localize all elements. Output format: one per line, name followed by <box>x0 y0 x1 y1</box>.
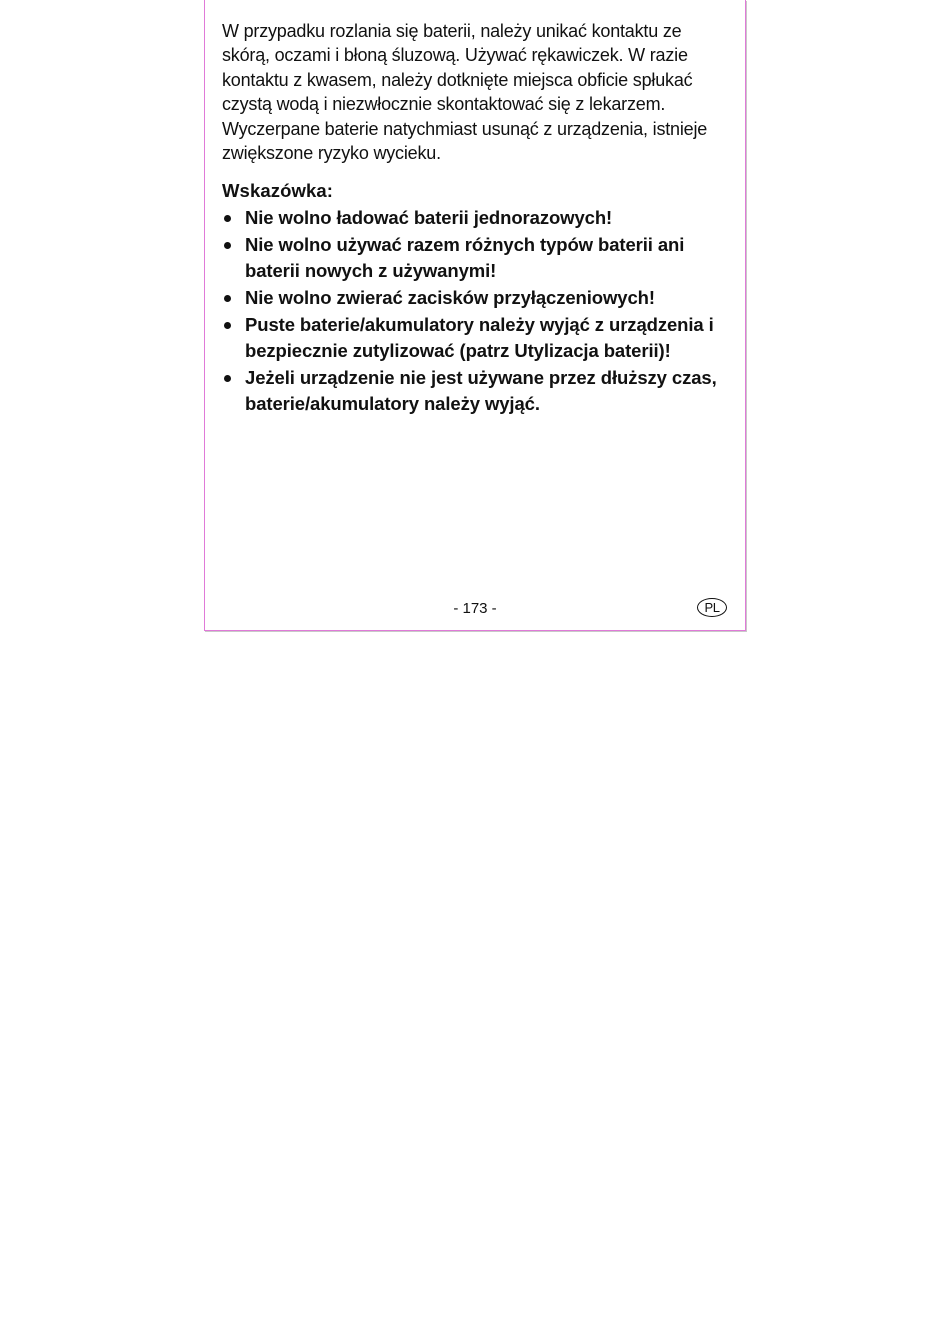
hint-heading: Wskazówka: <box>222 180 334 202</box>
hint-list-item <box>222 365 734 417</box>
hint-item-line: bezpiecznie zutylizować (patrz Utylizacja baterii)! <box>245 340 671 362</box>
page-number: - 173 - <box>453 600 497 617</box>
warning-line: kontaktu z kwasem, należy dotknięte miejsca obficie spłukać <box>222 69 693 90</box>
warning-line: W przypadku rozlania się baterii, należy unikać kontaktu ze <box>222 21 682 41</box>
hint-item-line: baterie/akumulatory należy wyjąć. <box>245 393 540 415</box>
page-content <box>222 19 734 417</box>
bullet-icon <box>224 375 231 382</box>
hint-item-line: Nie wolno używać razem różnych typów baterii ani <box>245 234 685 256</box>
battery-leak-warning-paragraph <box>222 19 734 165</box>
hint-item-line: baterii nowych z używanymi! <box>245 260 497 282</box>
warning-line: Wyczerpane baterie natychmiast usunąć z urządzenia, istnieje <box>222 118 708 139</box>
warning-line: zwiększone ryzyko wycieku. <box>222 143 441 164</box>
hint-list-item <box>222 285 734 311</box>
bullet-icon <box>224 322 231 329</box>
hint-item-line: Puste baterie/akumulatory należy wyjąć z urządzenia i <box>245 314 714 336</box>
hint-list-item <box>222 205 734 231</box>
bullet-icon <box>224 242 231 249</box>
bullet-icon <box>224 295 231 302</box>
hint-list-item <box>222 232 734 284</box>
warning-line: skórą, oczami i błoną śluzową. Używać rękawiczek. W razie <box>222 45 688 66</box>
hint-item-line: Nie wolno ładować baterii jednorazowych! <box>245 207 613 229</box>
hint-list-item <box>222 312 734 364</box>
hint-item-line: Jeżeli urządzenie nie jest używane przez dłuższy czas, <box>245 367 717 389</box>
manual-page <box>204 0 746 631</box>
warning-line: czystą wodą i niezwłocznie skontaktować się z lekarzem. <box>222 94 666 115</box>
hint-item-line: Nie wolno zwierać zacisków przyłączeniowych! <box>245 287 655 309</box>
language-badge: PL <box>697 598 727 617</box>
hint-list <box>222 205 734 417</box>
bullet-icon <box>224 215 231 222</box>
page-footer <box>205 598 745 620</box>
